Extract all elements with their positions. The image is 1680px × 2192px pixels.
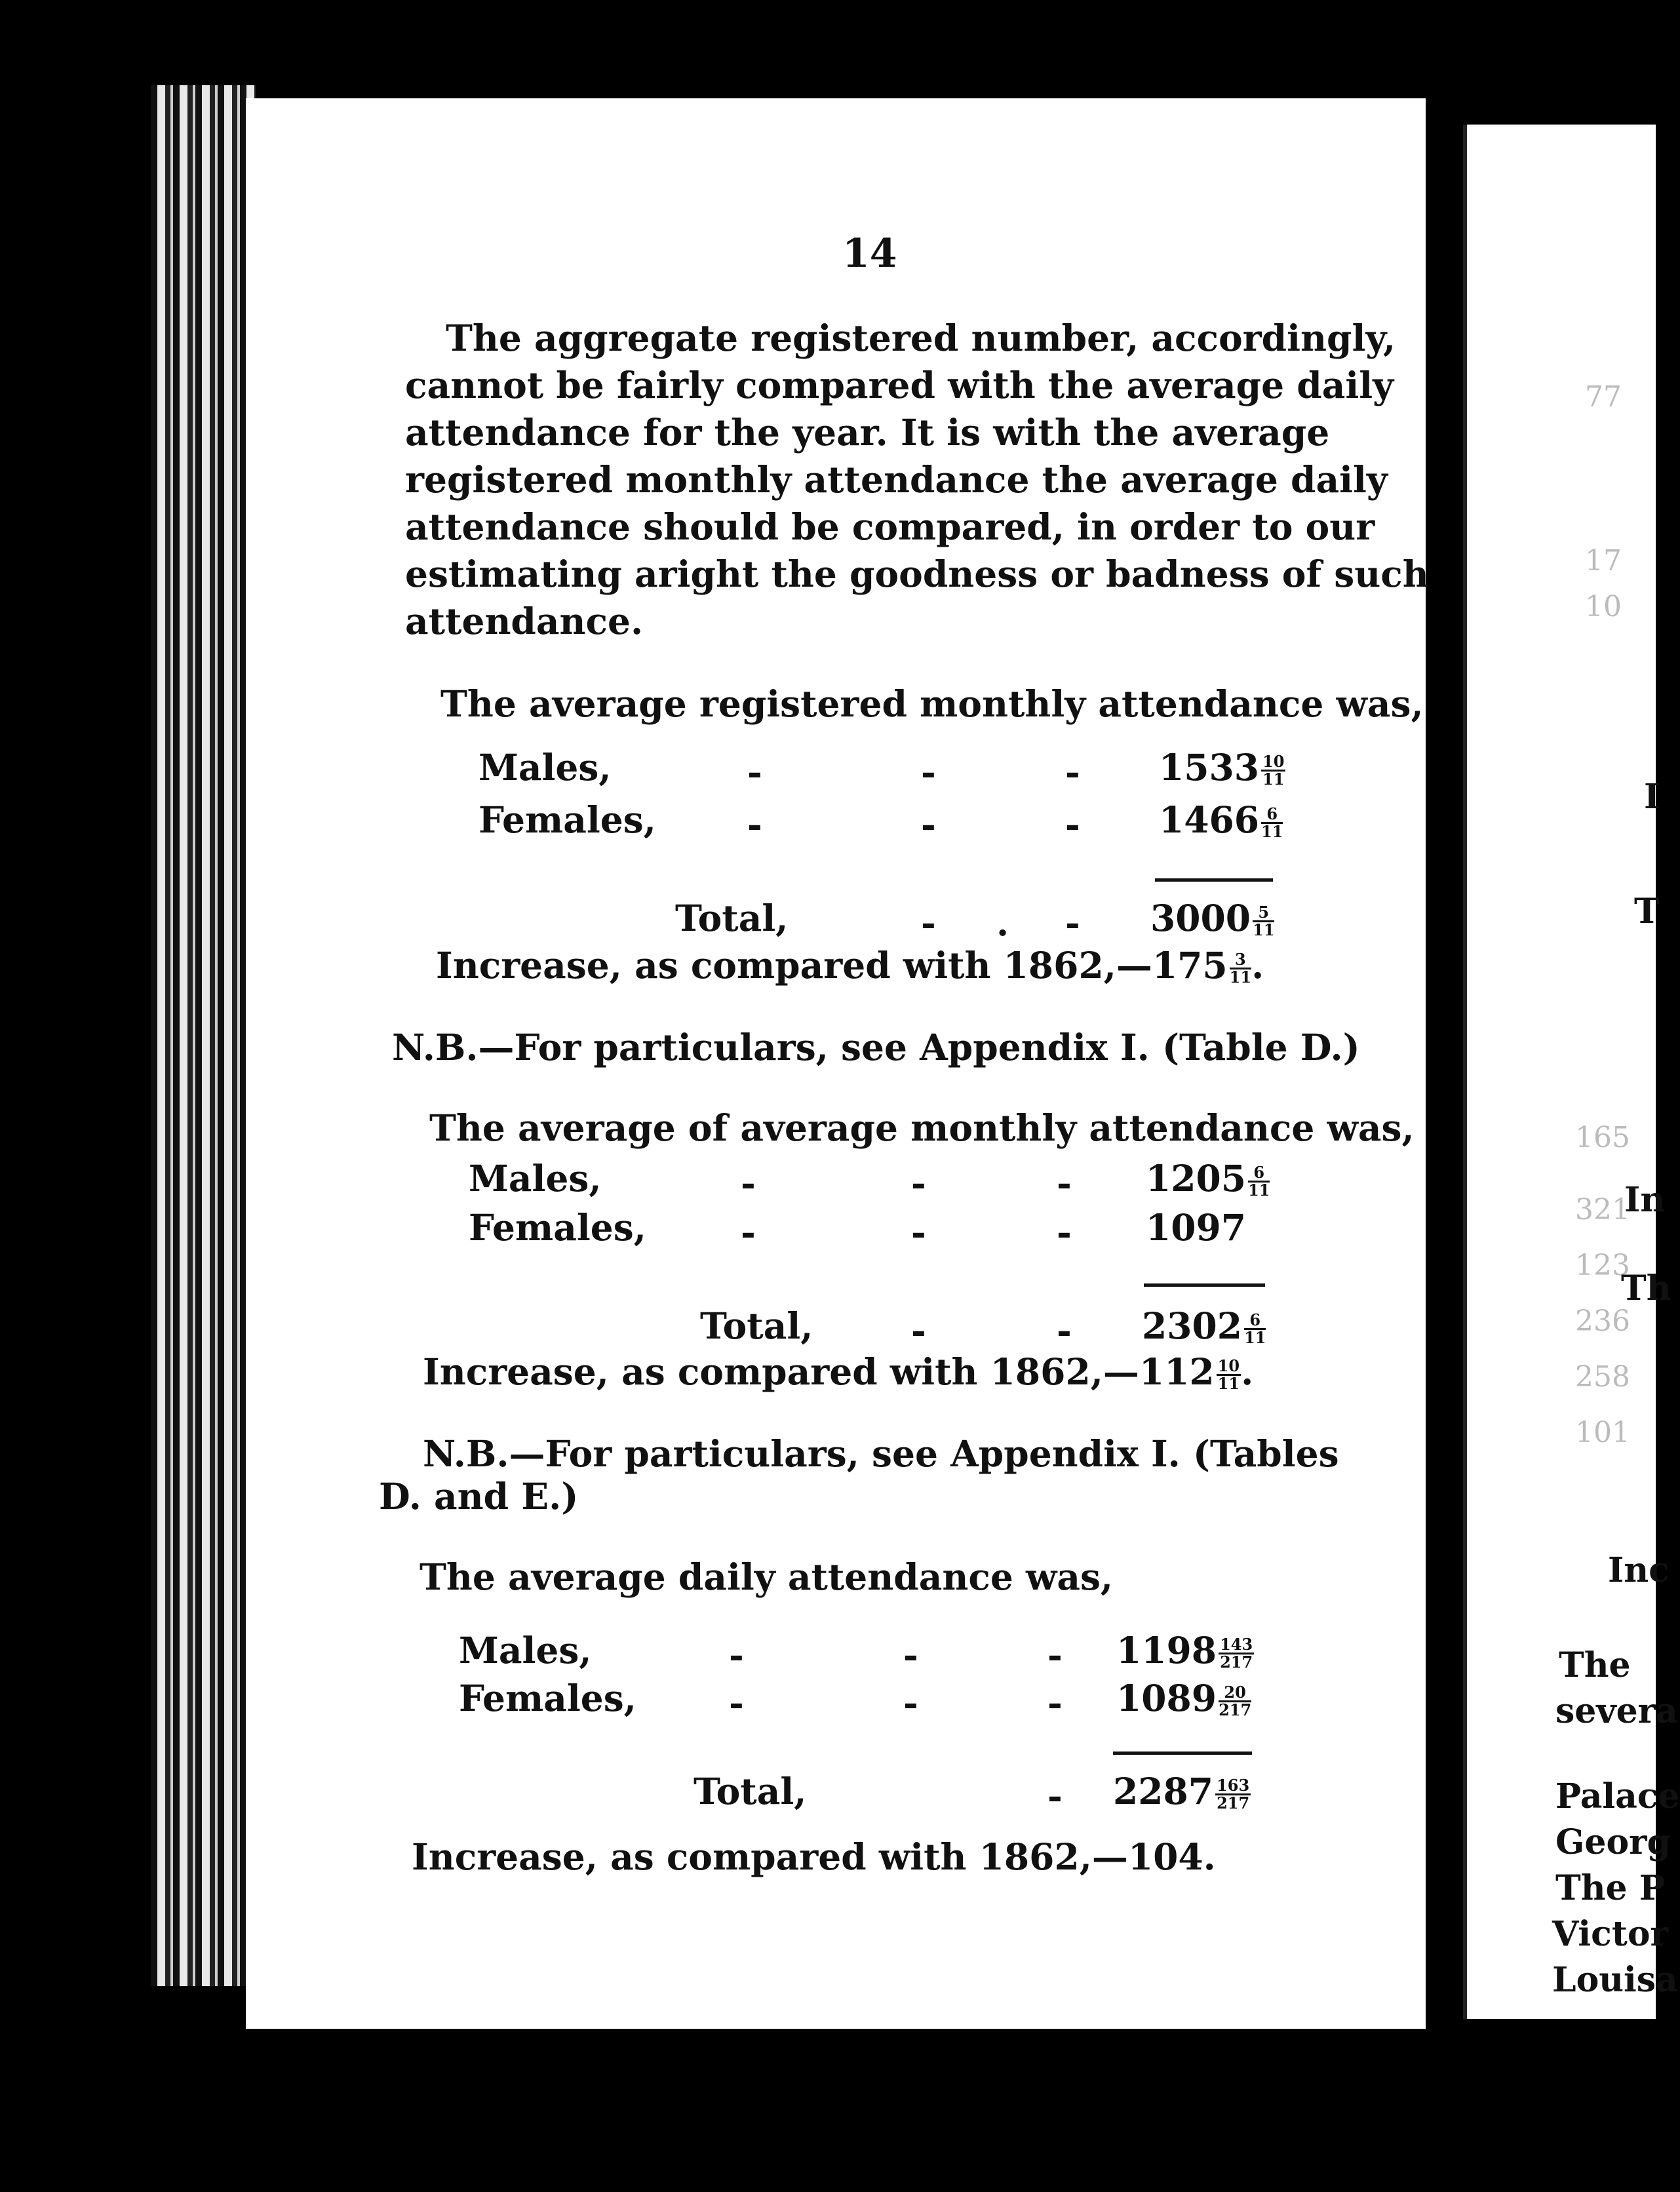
section1-total-value: 3000 $\frac{5}{11}$ [1150,897,1275,940]
intro-line: estimating aright the goodness or badness of such [405,553,1429,595]
sum-rule [1113,1752,1252,1755]
section1-increase: Increase, as compared with 1862,—175 $\frac{3}{11}$ . [436,944,1264,987]
faint-number: 123 [1575,1249,1630,1282]
faint-number: 77 [1585,380,1622,414]
leader-dash: - [747,803,762,846]
facing-text: severa [1555,1691,1678,1731]
facing-text: Victor [1552,1914,1668,1954]
leader-dash: - [903,1681,918,1724]
section2-increase: Increase, as compared with 1862,—112 $\frac{10}{11}$ . [423,1350,1254,1394]
section1-males-label: Males, [479,746,612,789]
intro-line: registered monthly attendance the average daily [405,458,1388,501]
leader-dash: - [1065,901,1080,944]
section3-total-label: Total, [693,1770,807,1812]
leader-dash: - [1047,1774,1063,1817]
section3-females-label: Females, [459,1677,636,1719]
section1-nb: N.B.—For particulars, see Appendix I. (Table D.) [392,1026,1360,1068]
book-spine [151,85,256,1986]
facing-text: Th [1621,1268,1671,1308]
leader-dash: - [921,751,936,793]
leader-dash: - [1047,1681,1063,1724]
faint-number: 258 [1575,1360,1630,1394]
section2-nb-line1: N.B.—For particulars, see Appendix I. (Tables [423,1432,1339,1475]
facing-text: T [1634,891,1660,931]
facing-text: I [1644,777,1660,817]
section2-nb-line2: D. and E.) [379,1475,579,1517]
leader-dash: - [1065,751,1080,793]
section3-total-value: 2287 $\frac{163}{217}$ [1113,1770,1250,1813]
leader-dash: . [996,901,1009,944]
section1-males-value: 1533 $\frac{10}{11}$ [1159,746,1285,789]
facing-text: The P [1555,1868,1665,1908]
section3-increase: Increase, as compared with 1862,—104. [412,1835,1216,1878]
leader-dash: - [1057,1211,1072,1253]
facing-text: Georg [1555,1822,1671,1862]
section2-males-label: Males, [469,1157,602,1200]
leader-dash: - [911,1211,926,1253]
faint-number: 321 [1575,1193,1630,1226]
leader-dash: - [911,1309,926,1352]
section2-males-value: 1205 $\frac{6}{11}$ [1146,1157,1270,1200]
section2-total-label: Total, [700,1304,813,1347]
section1-females-value: 1466 $\frac{6}{11}$ [1159,798,1283,842]
section2-females-label: Females, [469,1206,646,1249]
section1-heading: The average registered monthly attendance was, [440,682,1424,725]
section1-females-label: Females, [479,798,656,841]
facing-page-edge [1463,125,1680,2019]
leader-dash: - [741,1211,756,1253]
leader-dash: - [921,901,936,944]
leader-dash: - [1065,803,1080,846]
faint-number: 236 [1575,1304,1630,1338]
sum-rule [1155,878,1273,882]
leader-dash: - [1047,1634,1063,1676]
intro-line: attendance should be compared, in order to our [405,505,1375,548]
intro-line: cannot be fairly compared with the average daily [405,364,1394,406]
section3-males-label: Males, [459,1629,592,1672]
leader-dash: - [903,1634,918,1676]
sum-rule [1144,1283,1265,1287]
faint-number: 101 [1575,1416,1630,1449]
intro-line: attendance. [405,600,644,642]
facing-text: Palace [1555,1776,1680,1816]
page-number: 14 [842,231,897,277]
leader-dash: - [921,803,936,846]
intro-line: attendance for the year. It is with the average [405,411,1330,454]
section3-females-value: 1089 $\frac{20}{217}$ [1116,1677,1252,1720]
leader-dash: - [1057,1162,1072,1204]
leader-dash: - [747,751,762,793]
section3-males-value: 1198 $\frac{143}{217}$ [1116,1629,1253,1672]
section2-total-value: 2302 $\frac{6}{11}$ [1142,1304,1266,1348]
section1-total-label: Total, [675,897,789,939]
section2-females-value: 1097 [1146,1206,1247,1249]
leader-dash: - [729,1681,744,1724]
facing-text: The [1559,1645,1631,1685]
section3-heading: The average daily attendance was, [420,1556,1114,1598]
leader-dash: - [741,1162,756,1204]
leader-dash: - [729,1634,744,1676]
faint-number: 165 [1575,1121,1630,1154]
section2-heading: The average of average monthly attendance was, [429,1106,1415,1149]
leader-dash: - [911,1162,926,1204]
facing-text: Louisa [1552,1960,1678,2000]
faint-number: 17 [1585,544,1622,577]
facing-text: In [1624,1180,1666,1220]
leader-dash: - [1057,1309,1072,1352]
intro-line: The aggregate registered number, accordingly, [446,317,1396,359]
faint-number: 10 [1585,590,1622,623]
facing-text: Inc [1608,1550,1670,1590]
